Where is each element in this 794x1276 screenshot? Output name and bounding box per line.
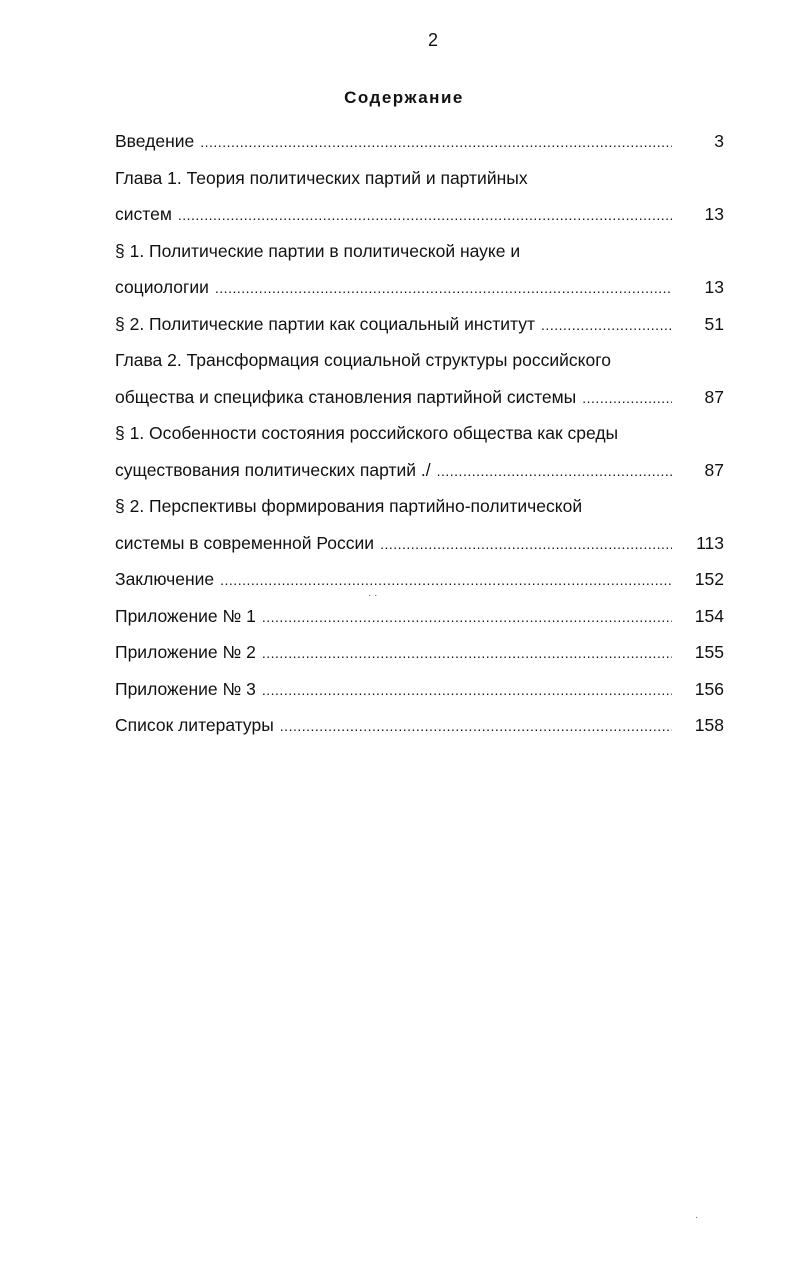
toc-entry-bibliography bbox=[115, 707, 724, 744]
toc-entry-conclusion bbox=[115, 561, 724, 598]
toc-entry-page: 51 bbox=[704, 313, 724, 334]
toc-entry-section-1-1-first-line: § 1. Политические партии в политической науке и bbox=[115, 240, 521, 261]
toc-entry-label: систем bbox=[115, 204, 172, 224]
dot-leader bbox=[437, 453, 672, 490]
toc-entry-label: Приложение № 3 bbox=[115, 678, 256, 699]
toc-entry-label: Заключение bbox=[115, 569, 215, 589]
toc-entry-page: 87 bbox=[704, 459, 724, 480]
dot-leader bbox=[280, 708, 672, 745]
toc-entry-section-2-1 bbox=[115, 452, 724, 489]
toc-entry-page: 154 bbox=[694, 605, 724, 626]
dot-leader bbox=[215, 270, 672, 307]
toc-entry-page: 3 bbox=[714, 131, 724, 151]
toc-entry-appendix-2 bbox=[115, 634, 724, 671]
dot-leader bbox=[262, 672, 672, 709]
toc-entry-section-2-2 bbox=[115, 525, 724, 562]
toc-entry-page: 13 bbox=[704, 204, 724, 224]
toc-entry-chapter-2 bbox=[115, 379, 724, 416]
toc-entry-page: 13 bbox=[704, 277, 724, 297]
toc-entry-appendix-3 bbox=[115, 671, 724, 708]
toc-entry-label: системы в современной России bbox=[115, 532, 375, 553]
toc-entry-label: Приложение № 1 bbox=[115, 605, 256, 626]
dot-leader bbox=[220, 562, 672, 599]
scan-speck: · bbox=[695, 1212, 699, 1223]
toc-entry-appendix-1 bbox=[115, 598, 724, 635]
toc-entry-page: 113 bbox=[696, 532, 724, 553]
toc-entry-section-1-2 bbox=[115, 306, 724, 343]
dot-leader bbox=[200, 124, 672, 161]
toc-entry-page: 158 bbox=[694, 715, 724, 735]
toc-entry-section-2-1-first-line: § 1. Особенности состояния российского общества как среды bbox=[115, 423, 619, 443]
toc-entry-label: социологии bbox=[115, 277, 209, 297]
toc-entry-chapter-1-first-line: Глава 1. Теория политических партий и партийных bbox=[115, 167, 528, 188]
dot-leader bbox=[178, 197, 672, 234]
toc-entry-label: Приложение № 2 bbox=[115, 642, 256, 662]
toc-entry-introduction bbox=[115, 123, 724, 160]
toc-entry-chapter-2-first-line: Глава 2. Трансформация социальной структуры российского bbox=[115, 350, 611, 370]
dot-leader bbox=[380, 526, 672, 563]
table-of-contents bbox=[115, 123, 724, 744]
toc-entry-label: § 2. Политические партии как социальный институт bbox=[115, 313, 536, 334]
toc-title: Содержание bbox=[344, 88, 464, 107]
toc-entry-section-2-2-first-line: § 2. Перспективы формирования партийно-политической bbox=[115, 496, 583, 516]
toc-entry-label: общества и специфика становления партийной системы bbox=[115, 386, 577, 407]
toc-entry-page: 87 bbox=[704, 386, 724, 407]
dot-leader bbox=[262, 635, 672, 672]
toc-entry-page: 152 bbox=[694, 569, 724, 589]
toc-entry-chapter-1 bbox=[115, 196, 724, 233]
toc-entry-section-1-1 bbox=[115, 269, 724, 306]
dot-leader bbox=[541, 307, 672, 344]
toc-entry-label: Список литературы bbox=[115, 715, 274, 735]
page-number: 2 bbox=[427, 30, 438, 50]
toc-entry-page: 155 bbox=[694, 642, 724, 662]
toc-entry-page: 156 bbox=[694, 678, 724, 699]
toc-entry-label: Введение bbox=[115, 131, 195, 151]
dot-leader bbox=[262, 599, 672, 636]
toc-entry-label: существования политических партий ./ bbox=[115, 459, 431, 480]
dot-leader bbox=[582, 380, 672, 417]
scan-speck: · · bbox=[368, 590, 378, 601]
